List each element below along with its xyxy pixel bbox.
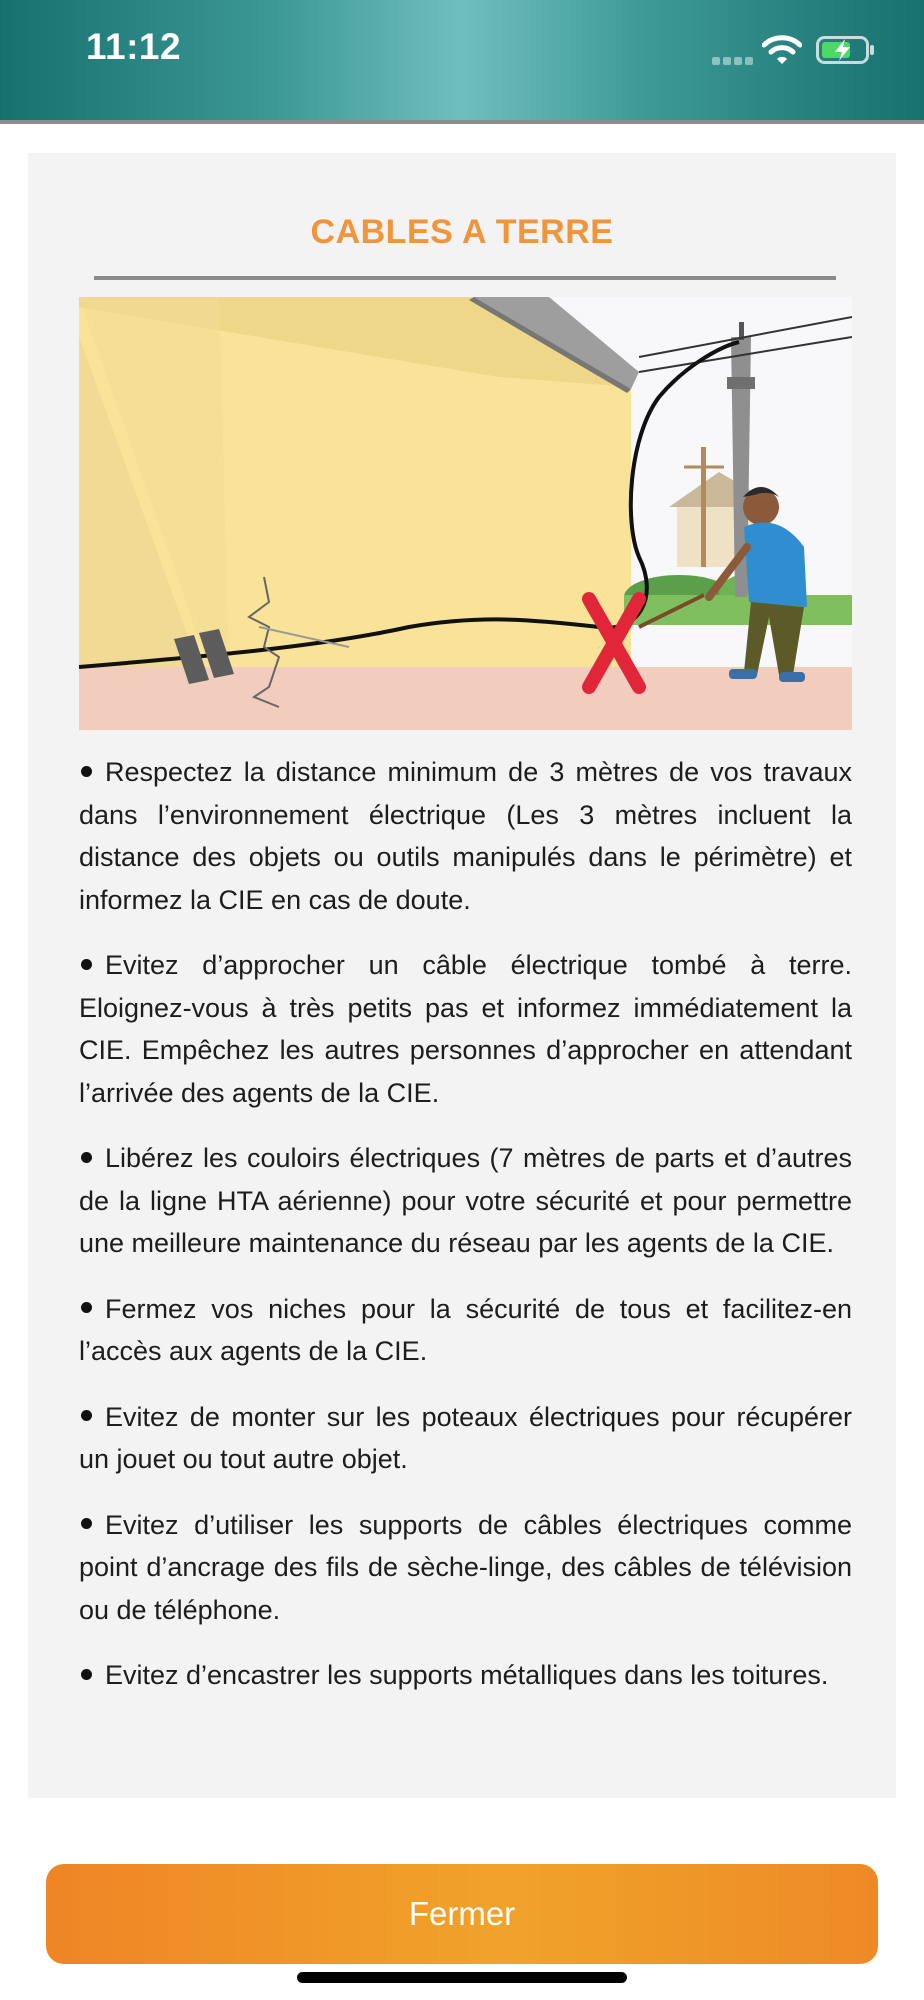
bullet-icon: [81, 1410, 92, 1421]
home-indicator: [297, 1972, 627, 1983]
list-item: Respectez la distance minimum de 3 mètres de vos travaux dans l’environnement électrique (Les 3 mètres incluent la distance des objets ou outils manipulés dans le périmètre) et informez la CIE en cas de doute.: [79, 757, 852, 915]
title-divider: [94, 276, 836, 280]
fallen-cable-illustration: [79, 297, 852, 730]
bullet-icon: [81, 1152, 92, 1163]
battery-charging-icon: [816, 34, 876, 66]
safety-rules-list: [79, 751, 852, 1720]
bullet-icon: [81, 766, 92, 777]
bullet-icon: [81, 1669, 92, 1680]
wifi-icon: [762, 34, 802, 66]
list-item: Evitez d’utiliser les supports de câbles électriques comme point d’ancrage des fils de sèche-linge, des câbles de télévision ou de téléphone.: [79, 1509, 852, 1625]
bullet-icon: [81, 1518, 92, 1529]
close-button[interactable]: Fermer: [46, 1864, 878, 1964]
list-item: Libérez les couloirs électriques (7 mètres de parts et d’autres de la ligne HTA aérienne) pour votre sécurité et pour permettre une meilleure maintenance du réseau par les agents de la CIE.: [79, 1143, 852, 1258]
safety-card: [28, 153, 896, 1798]
signal-icon: [712, 55, 754, 67]
bullet-icon: [81, 959, 92, 970]
list-item: Fermez vos niches pour la sécurité de tous et facilitez-en l’accès aux agents de la CIE.: [79, 1293, 852, 1366]
bullet-icon: [81, 1302, 92, 1313]
list-item: Evitez d’approcher un câble électrique tombé à terre. Eloignez-vous à très petits pas et informez immédiatement la CIE. Empêchez les autres personnes d’approcher en attendant l’arrivée des agents de la CIE.: [79, 950, 852, 1108]
status-bar: [0, 0, 924, 122]
status-time: 11:12: [86, 26, 182, 67]
list-item: Evitez de monter sur les poteaux électriques pour récupérer un jouet ou tout autre objet.: [79, 1401, 852, 1474]
status-divider: [0, 120, 924, 124]
card-title: CABLES A TERRE: [310, 213, 614, 251]
list-item: Evitez d’encastrer les supports métalliques dans les toitures.: [79, 1654, 852, 1697]
